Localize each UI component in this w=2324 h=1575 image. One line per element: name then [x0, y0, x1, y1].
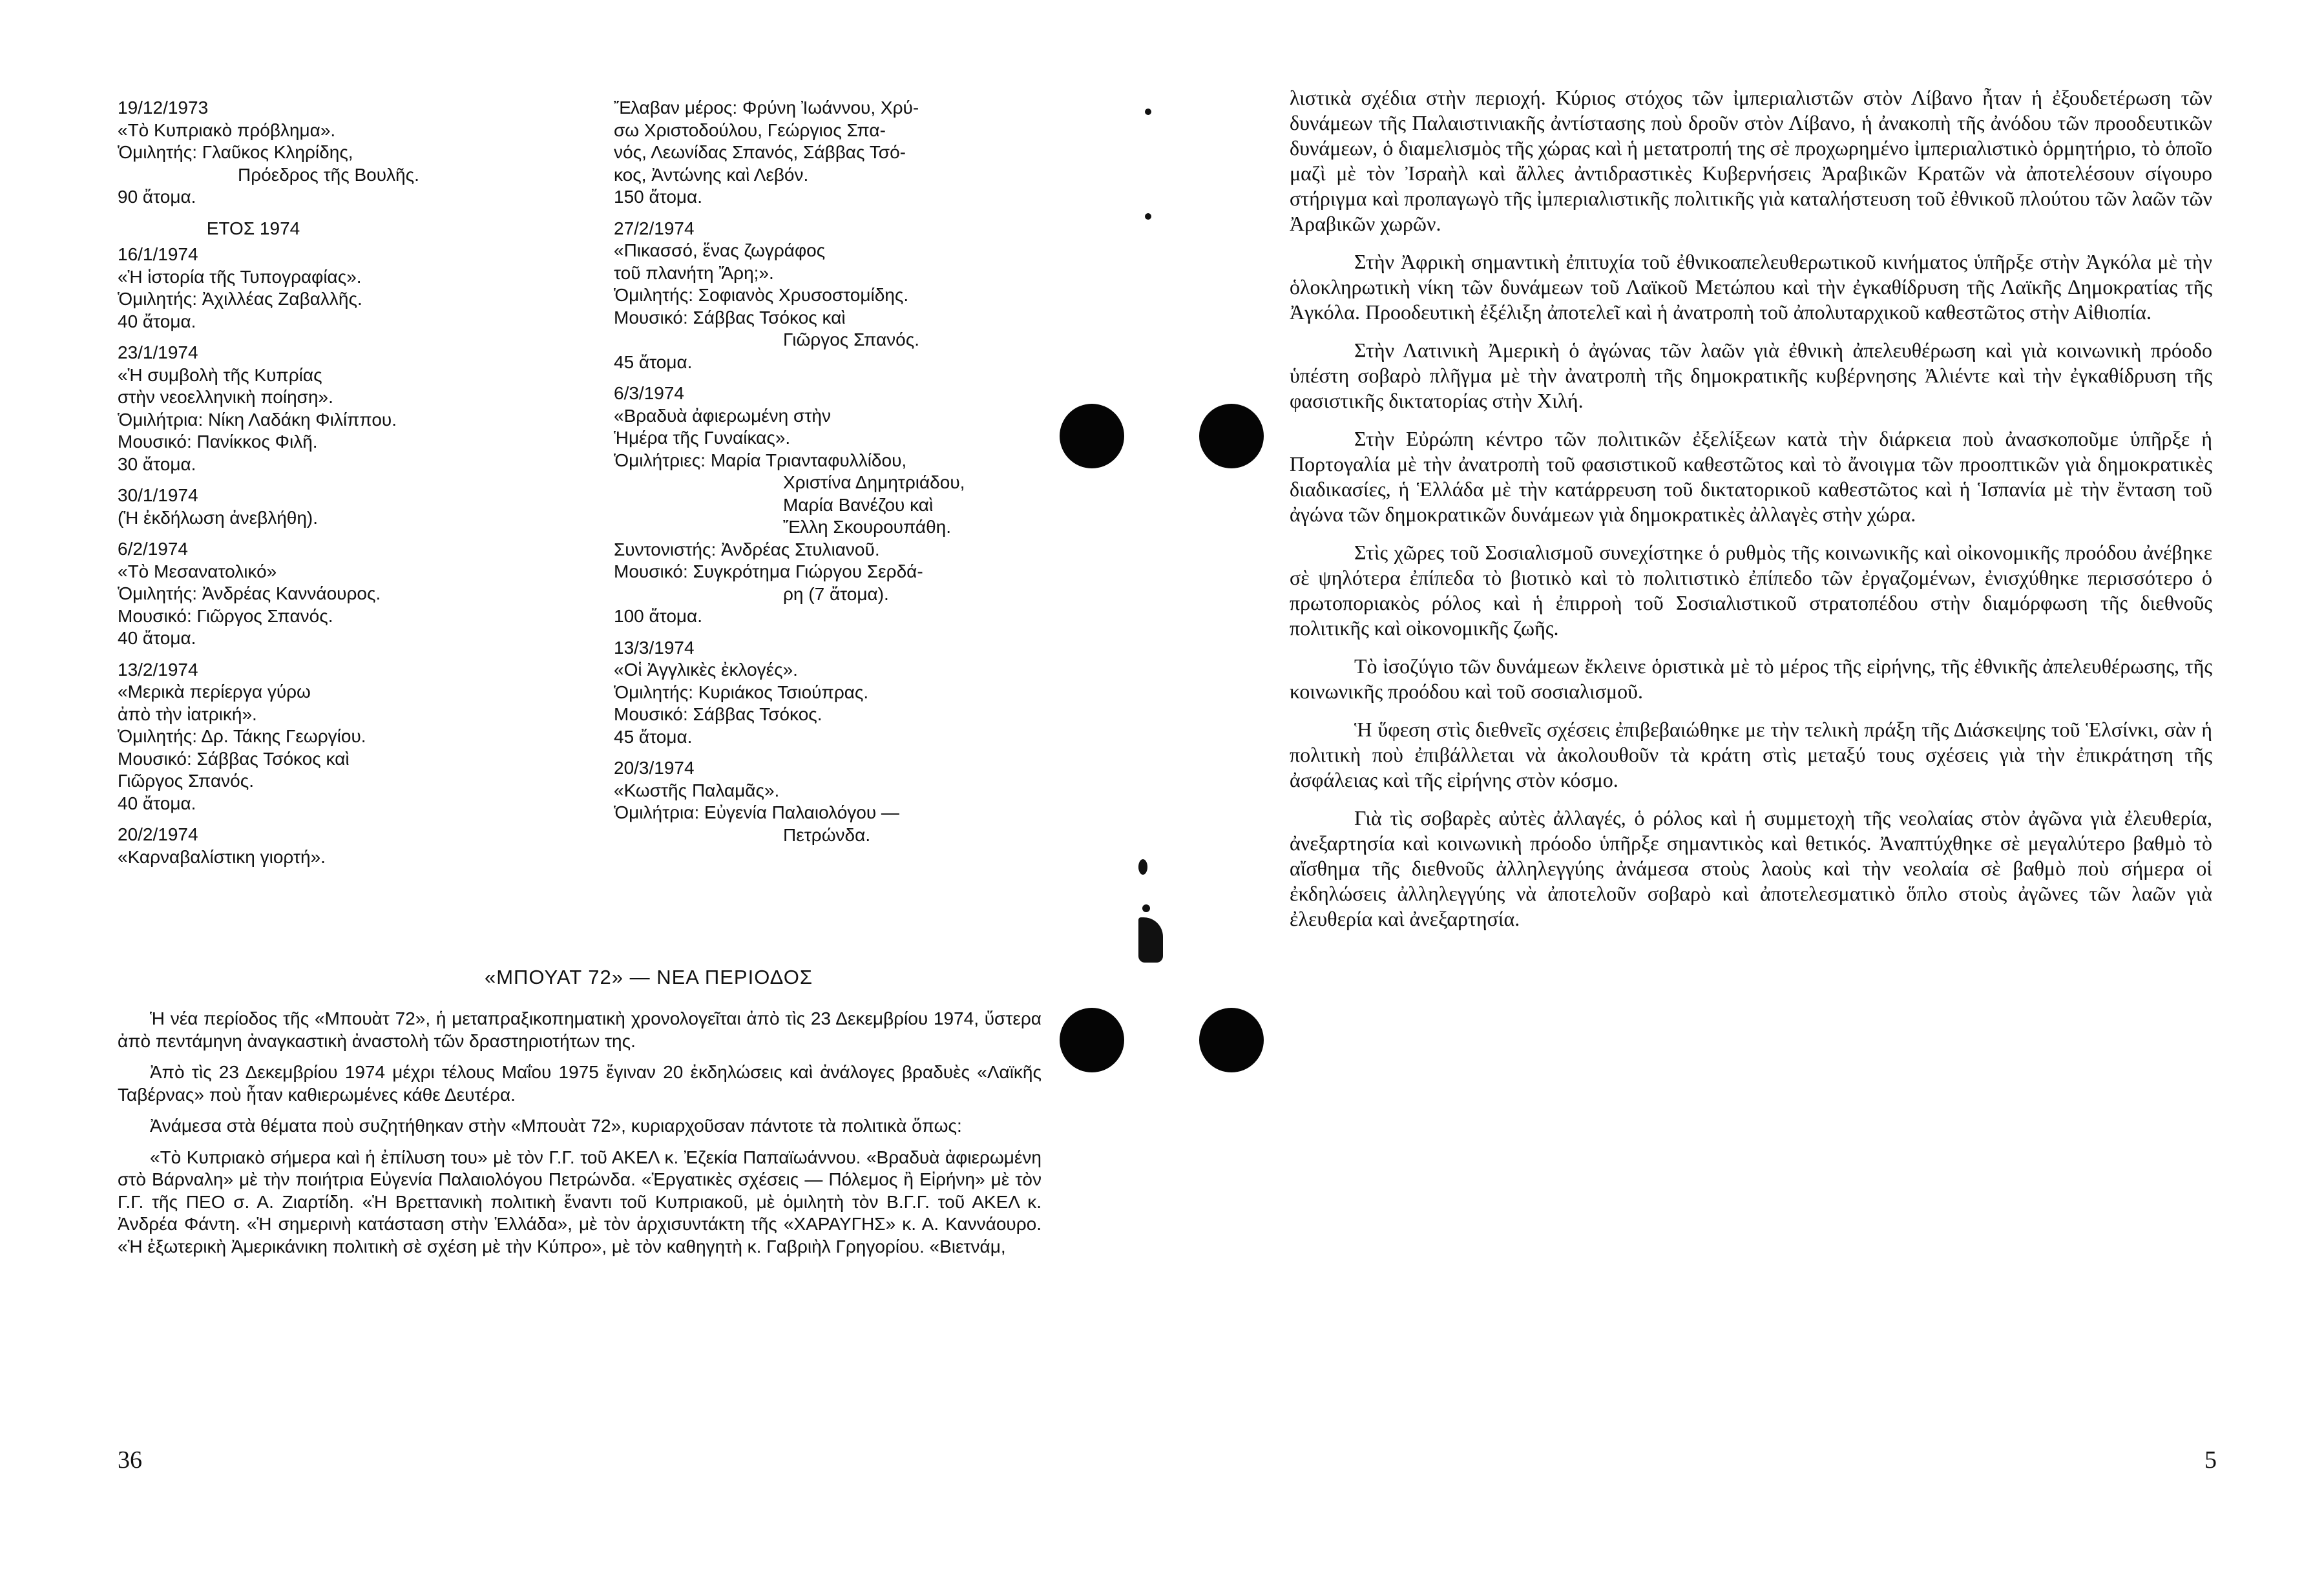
event-line: «Ἡ συμβολὴ τῆς Κυπρίας: [118, 364, 322, 385]
text-paragraph: Στὶς χῶρες τοῦ Σοσιαλισμοῦ συνεχίστηκε ὁ ρυθμὸς τῆς κοινωνικῆς καὶ οἰκονομικῆς προόδου ἀνέβηκε σὲ ψηλότερα ἐπίπεδα τὸ βιοτικὸ καὶ τὸ πολιτιστικὸ ἐπίπεδο τῶν ἐργαζομένων, ἐνισχύθηκε περισσότερο ὁ πρωτοποριακὸς ρόλος καὶ ἡ ἐπιρροὴ τοῦ Σοσιαλιστικοῦ στρατοπέδου στὴν διαμόρφωση τῆς διεθνοῦς πολιτικῆς καὶ οἰκονομικῆς ζωῆς.: [1290, 541, 2212, 640]
event-line: Μουσικό: Σάββας Τσόκος καὶ: [118, 748, 350, 769]
event-line: Ὁμιλητής: Ἀχιλλέας Ζαβαλλῆς.: [118, 289, 362, 309]
section-body: [118, 1008, 1042, 1267]
event-line: 150 ἄτομα.: [614, 187, 703, 207]
event-date: 19/12/1973: [118, 98, 209, 118]
event-line: 40 ἄτομα.: [118, 311, 196, 331]
event-entry: [118, 97, 479, 209]
event-line: Γιῶργος Σπανός.: [783, 329, 919, 349]
event-line: 40 ἄτομα.: [118, 628, 196, 648]
event-line: Μουσικό: Γιῶργος Σπανός.: [118, 605, 333, 626]
event-line: Γιῶργος Σπανός.: [118, 771, 254, 791]
event-line: «Τὸ Κυπριακὸ πρόβλημα».: [118, 120, 336, 140]
event-date: 13/2/1974: [118, 659, 198, 680]
event-line: Μουσικό: Σάββας Τσόκος.: [614, 704, 822, 724]
event-line: Μουσικό: Πανίκκος Φιλῆ.: [118, 432, 318, 452]
section-paragraph: Ἡ νέα περίοδος τῆς «Μπουὰτ 72», ἡ μεταπραξικοπηματικὴ χρονολογεῖται ἀπὸ τὶς 23 Δεκεμβρίου 1974, ὕστερα ἀπὸ πεντάμηνη ἀναγκαστικὴ ἀναστολὴ τῶν δραστηριοτήτων της.: [118, 1008, 1042, 1051]
event-line: Ὁμιλήτρια: Νίκη Λαδάκη Φιλίππου.: [118, 409, 397, 430]
binder-hole-icon: [1199, 404, 1264, 468]
event-line: 100 ἄτομα.: [614, 606, 703, 626]
event-line: Ὁμιλητής: Δρ. Τάκης Γεωργίου.: [118, 726, 366, 746]
event-date: 30/1/1974: [118, 485, 198, 505]
event-line: ἀπὸ τὴν ἰατρική».: [118, 704, 257, 724]
speck-mark: [1138, 859, 1147, 875]
events-column-2: [614, 97, 1040, 855]
event-line: (Ἡ ἐκδήλωση ἀνεβλήθη).: [118, 507, 319, 528]
event-line: Μουσικό: Σάββας Τσόκος καὶ: [614, 307, 846, 328]
event-line: 45 ἄτομα.: [614, 351, 693, 372]
event-line: «Βραδυὰ ἀφιερωμένη στὴν: [614, 405, 831, 426]
event-line: «Οἱ Ἀγγλικὲς ἐκλογές».: [614, 660, 798, 680]
event-date: 23/1/1974: [118, 342, 198, 362]
section-paragraph: «Τὸ Κυπριακὸ σήμερα καὶ ἡ ἐπίλυση του» μὲ τὸν Γ.Γ. τοῦ ΑΚΕΛ κ. Ἐζεκία Παπαϊωάννου. «Βραδυὰ ἀφιερωμένη στὸ Βάρναλη» μὲ τὴν ποιήτρια Εὐγενία Παλαιολόγου Πετρώνδα. «Ἐργατικὲς σχέσεις — Πόλεμος ἢ Εἰρήνη» μὲ τὸν Γ.Γ. τῆς ΠΕΟ σ. Α. Ζιαρτίδη. «Ἡ Βρεττανικὴ πολιτικὴ ἔναντι τοῦ Κυπριακοῦ, μὲ ὁμιλητὴ τὸν Β.Γ.Γ. τοῦ ΑΚΕΛ κ. Ἀνδρέα Φάντη. «Ἡ σημερινὴ κατάσταση στὴν Ἑλλάδα», μὲ τὸν ἀρχισυντάκτη τῆς «ΧΑΡΑΥΓΗΣ» κ. Α. Καννάουρο. «Ἡ ἐξωτερικὴ Ἀμερικάνικη πολιτικὴ σὲ σχέση μὲ τὴν Κύπρο», μὲ τὸν καθηγητὴ κ. Γαβριὴλ Γρηγορίου. «Βιετνάμ,: [118, 1147, 1042, 1257]
binder-hole-icon: [1060, 1008, 1124, 1072]
event-entry: [118, 824, 479, 868]
speck-mark: [1145, 109, 1151, 115]
event-line: Ὁμιλητής: Ἀνδρέας Καννάουρος.: [118, 583, 381, 603]
event-entry: [614, 218, 1040, 374]
text-paragraph: Γιὰ τὶς σοβαρὲς αὐτὲς ἀλλαγές, ὁ ρόλος καὶ ἡ συμμετοχὴ τῆς νεολαίας στὸν ἀγῶνα γιὰ ἐλευθερία, ἀνεξαρτησία καὶ κοινωνικὴ πρόοδο ὑπῆρξε σημαντικὸς καὶ θετικός. Ἀναπτύχθηκε σὲ μεγαλύτερο βαθμὸ τὸ αἴσθημα τῆς διεθνοῦς ἀλληλεγγύης ἀνάμεσα στοὺς λαοὺς καὶ τὴν νεολαία σὲ βαθμὸ ποὺ σήμερα οἱ ἐκδηλώσεις ἀλληλεγγύης νὰ ἀποτελοῦν σοβαρὸ καὶ ἀποτελεσματικὸ ὅπλο στοὺς ἀγῶνες τῶν λαῶν γιὰ ἐλευθερία καὶ ἀνεξαρτησία.: [1290, 806, 2212, 930]
section-title: «ΜΠΟΥΑΤ 72» — ΝΕΑ ΠΕΡΙΟΔΟΣ: [484, 966, 813, 988]
event-entry: [118, 659, 479, 815]
event-entry: [118, 485, 479, 529]
event-line: Ὁμιλητής: Κυριάκος Τσιούπρας.: [614, 682, 869, 702]
event-line: Μαρία Βανέζου καὶ: [783, 494, 934, 515]
event-line: «Τὸ Μεσανατολικό»: [118, 561, 277, 581]
section-paragraph: Ἀπὸ τὶς 23 Δεκεμβρίου 1974 μέχρι τέλους Μαΐου 1975 ἔγιναν 20 ἐκδηλώσεις καὶ ἀνάλογες βραδυὲς «Λαϊκῆς Ταβέρνας» ποὺ ἦταν καθιερωμένες κάθε Δευτέρα.: [118, 1062, 1042, 1105]
text-paragraph: Ἡ ὕφεση στὶς διεθνεῖς σχέσεις ἐπιβεβαιώθηκε με τὴν τελικὴ πράξη τῆς Διάσκεψης τοῦ Ἑλσίνκι, σὰν ἡ πολιτικὴ ποὺ ἐπιβάλλεται νὰ ἀκολουθοῦν τὰ κράτη στὶς μεταξύ τους σχέσεις γιὰ τὴν ἐπικράτηση τῆς ἀσφάλειας καὶ τῆς εἰρήνης στὸν κόσμο.: [1290, 718, 2212, 791]
event-line: νός, Λεωνίδας Σπανός, Σάββας Τσό-: [614, 142, 906, 162]
event-date: 6/3/1974: [614, 383, 684, 403]
event-line: Ὁμιλήτριες: Μαρία Τριανταφυλλίδου,: [614, 450, 907, 470]
event-line: Χριστίνα Δημητριάδου,: [783, 472, 965, 492]
event-line: «Ἡ ἱστορία τῆς Τυπογραφίας».: [118, 266, 362, 287]
year-heading: ΕΤΟΣ 1974: [206, 218, 300, 238]
event-line: κος, Ἀντώνης καὶ Λεβόν.: [614, 164, 809, 185]
event-date: 13/3/1974: [614, 637, 695, 658]
text-paragraph: Τὸ ἰσοζύγιο τῶν δυνάμεων ἔκλεινε ὁριστικὰ μὲ τὸ μέρος τῆς εἰρήνης, τῆς ἐθνικῆς ἀπελευθέρωσης, τῆς κοινωνικῆς προόδου καὶ τοῦ σοσιαλισμοῦ.: [1290, 654, 2212, 703]
event-line: Ὁμιλήτρια: Εὐγενία Παλαιολόγου —: [614, 802, 899, 822]
speck-mark: [1145, 213, 1151, 220]
binder-hole-icon: [1060, 404, 1124, 468]
event-line: «Μερικὰ περίεργα γύρω: [118, 682, 311, 702]
event-line: «Καρναβαλίστικη γιορτή».: [118, 846, 326, 867]
speck-mark: [1142, 904, 1150, 912]
event-line: ρη (7 ἄτομα).: [783, 583, 889, 604]
event-line: «Πικασσό, ἕνας ζωγράφος: [614, 240, 826, 260]
page-number-right: 5: [2204, 1446, 2217, 1474]
event-line: Μουσικό: Συγκρότημα Γιώργου Σερδά-: [614, 561, 923, 581]
event-entry: [614, 757, 1040, 846]
event-line: 40 ἄτομα.: [118, 793, 196, 813]
event-date: 20/3/1974: [614, 758, 695, 778]
event-entry: [614, 382, 1040, 628]
events-column-1: [118, 97, 479, 877]
event-line: 45 ἄτομα.: [614, 726, 693, 747]
event-date: 16/1/1974: [118, 244, 198, 264]
text-paragraph: Στὴν Εὐρώπη κέντρο τῶν πολιτικῶν ἐξελίξεων κατὰ τὴν διάρκεια ποὺ ἀνασκοποῦμε ὑπῆρξε ἡ Πορτογαλία μὲ τὴν ἀνατροπὴ τοῦ φασιστικοῦ καθεστῶτος καὶ τὸ ἄνοιγμα τῶν προοπτικῶν γιὰ δημοκρατικὲς διαδικασίες, ἡ Ἑλλάδα μὲ τὴν κατάρρευση τοῦ δικτατορικοῦ καθεστῶτος καὶ ἡ Ἱσπανία μὲ τὴν ἔνταση τοῦ ἀγώνα τῶν δημοκρατικῶν δυνάμεων γιὰ δημοκρατικὲς ἀλλαγὲς στὴν χώρα.: [1290, 427, 2212, 526]
event-entry: [118, 342, 479, 475]
event-line: 90 ἄτομα.: [118, 187, 196, 207]
right-page-text: [1290, 85, 2212, 944]
event-date: 27/2/1974: [614, 218, 695, 238]
event-line: τοῦ πλανήτη Ἄρη;».: [614, 262, 774, 283]
event-line: Ὁμιλητής: Σοφιανὸς Χρυσοστομίδης.: [614, 285, 909, 305]
event-entry: [118, 538, 479, 650]
event-date: 20/2/1974: [118, 824, 198, 844]
event-line: Πετρώνδα.: [783, 824, 871, 845]
event-line: Ἡμέρα τῆς Γυναίκας».: [614, 428, 791, 448]
event-line: σω Χριστοδούλου, Γεώργιος Σπα-: [614, 120, 886, 140]
event-line: «Κωστῆς Παλαμᾶς».: [614, 780, 780, 800]
event-entry: [614, 97, 1040, 209]
event-entry: [614, 637, 1040, 749]
event-line: 30 ἄτομα.: [118, 454, 196, 474]
event-line: Ἔλλη Σκουρουπάθη.: [783, 517, 952, 537]
section-paragraph: Ἀνάμεσα στὰ θέματα ποὺ συζητήθηκαν στὴν «Μπουὰτ 72», κυριαρχοῦσαν πάντοτε τὰ πολιτικὰ ὅπως:: [150, 1116, 962, 1136]
event-line: Ἔλαβαν μέρος: Φρύνη Ἰωάννου, Χρύ-: [614, 98, 919, 118]
event-line: Πρόεδρος τῆς Βουλῆς.: [238, 164, 419, 185]
event-date: 6/2/1974: [118, 539, 188, 559]
event-line: Ὁμιλητής: Γλαῦκος Κληρίδης,: [118, 142, 353, 162]
event-line: Συντονιστής: Ἀνδρέας Στυλιανοῦ.: [614, 539, 880, 559]
text-paragraph: λιστικὰ σχέδια στὴν περιοχή. Κύριος στόχος τῶν ἰμπεριαλιστῶν στὸν Λίβανο ἦταν ἡ ἐξουδετέρωση τῶν δυνάμεων τῆς Παλαιστινιακῆς ἀντίστασης ποὺ δροῦν στὸν Λίβανο, ἡ ἀνακοπὴ τῆς ἀνόδου τῶν προοδευτικῶν δυνάμεων, ὁ διαμελισμὸς τῆς χώρας καὶ ἡ μετατροπή της σὲ προχωρημένο ἰμπεριαλιστικὸ ὁρμητήριο, τὸ ὁποῖο μαζὶ μὲ τὸν Ἰσραὴλ καὶ ἄλλες ἀντιδραστικὲς Κυβερνήσεις Ἀραβικῶν Κρατῶν νὰ ἀποτελέσουν σίγουρο στήριγμα καὶ προπαγωγὸ τῆς ἰμπεριαλιστικῆς πολιτικῆς γιὰ καταλήστευση τοῦ ἐθνικοῦ πλούτου τῶν λαῶν τῶν Ἀραβικῶν χωρῶν.: [1290, 86, 2212, 235]
event-line: στὴν νεοελληνικὴ ποίηση».: [118, 387, 333, 407]
right-page: [1162, 0, 2324, 1575]
event-entry: [118, 244, 479, 333]
text-paragraph: Στὴν Ἀφρικὴ σημαντικὴ ἐπιτυχία τοῦ ἐθνικοαπελευθερωτικοῦ κινήματος ὑπῆρξε στὴν Ἀγκόλα μὲ τὴν ὁλοκληρωτικὴ νίκη τῶν δυνάμεων τοῦ Λαϊκοῦ Μετώπου καὶ τὴν ἐγκαθίδρυση τῆς Λαϊκῆς Δημοκρατίας τῆς Ἀγκόλα. Προοδευτικὴ ἐξέλιξη ἀποτελεῖ καὶ ἡ ἀνατροπὴ τοῦ ἀπολυταρχικοῦ καθεστῶτος στὴν Αἰθιοπία.: [1290, 250, 2212, 324]
page-number-left: 36: [118, 1446, 142, 1474]
text-paragraph: Στὴν Λατινικὴ Ἀμερικὴ ὁ ἀγώνας τῶν λαῶν γιὰ ἐθνικὴ ἀπελευθέρωση καὶ γιὰ κοινωνικὴ πρόοδο ὑπέστη σοβαρὸ πλῆγμα μὲ τὴν ἀνατροπὴ τῆς δημοκρατικῆς κυβέρνησης Ἀλιέντε καὶ τὴν ἐγκαθίδρυση τῆς φασιστικῆς δικτατορίας στὴν Χιλή.: [1290, 339, 2212, 412]
binder-hole-icon: [1199, 1008, 1264, 1072]
